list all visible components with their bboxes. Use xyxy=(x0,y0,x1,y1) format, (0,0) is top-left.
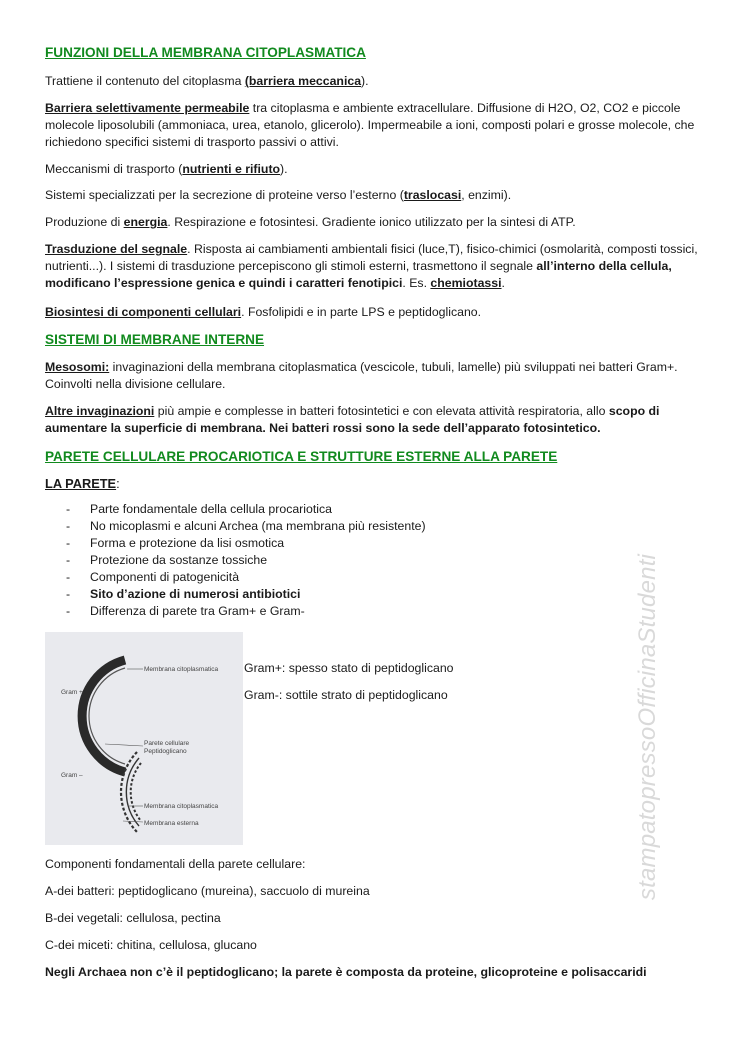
subtitle-suffix: : xyxy=(116,476,120,491)
text: , enzimi). xyxy=(461,188,512,202)
gram-negative-label: Gram – xyxy=(61,772,83,779)
keyword: Trasduzione del segnale xyxy=(45,242,188,256)
keyword: chemiotassi xyxy=(430,276,502,290)
subtitle-la-parete xyxy=(45,476,120,491)
list-dash: - xyxy=(66,553,71,567)
keyword: traslocasi xyxy=(403,188,462,202)
list-item xyxy=(66,569,426,586)
paragraph-barriera-selettiva xyxy=(45,100,705,151)
keyword: Biosintesi di componenti cellulari xyxy=(45,305,242,319)
paragraph-biosintesi xyxy=(45,304,705,321)
keyword: Barriera selettivamente permeabile xyxy=(45,101,250,115)
list-item-text: Protezione da sostanze tossiche xyxy=(90,553,268,567)
archaea-note: Negli Archaea non c’è il peptidoglicano; la parete è composta da proteine, glicoproteine e polisaccaridi xyxy=(45,965,647,979)
list-item xyxy=(66,586,426,603)
text: ). xyxy=(280,162,288,176)
keyword: Mesosomi: xyxy=(45,360,110,374)
section-title-membrana: FUNZIONI DELLA MEMBRANA CITOPLASMATICA xyxy=(45,45,366,60)
gram-negative-inner-membrane xyxy=(131,763,141,821)
parete-list xyxy=(66,501,426,620)
list-dash: - xyxy=(66,536,71,550)
gram-diagram xyxy=(45,632,243,845)
gram-negative-text: Gram-: sottile strato di peptidoglicano xyxy=(244,688,448,702)
list-item-text: Differenza di parete tra Gram+ e Gram- xyxy=(90,604,305,618)
text: Trattiene il contenuto del citoplasma xyxy=(45,74,245,88)
list-item-text: Forma e protezione da lisi osmotica xyxy=(90,536,285,550)
list-dash: - xyxy=(66,502,71,516)
text: più ampie e complesse in batteri fotosintetici e con elevata attività respiratoria, allo xyxy=(154,404,609,418)
label-wall: Parete cellulare xyxy=(144,740,190,747)
text: Produzione di xyxy=(45,215,124,229)
text: Sistemi specializzati per la secrezione di proteine verso l’esterno ( xyxy=(45,188,404,202)
label-membrane-top: Membrana citoplasmatica xyxy=(144,666,219,673)
paragraph-altre-invaginazioni xyxy=(45,403,705,437)
paragraph-energia xyxy=(45,214,705,231)
gram-positive-label: Gram + xyxy=(61,689,83,696)
gram-wall-figure xyxy=(45,632,243,845)
watermark-text: stampatopressoOfficinaStudenti xyxy=(634,553,661,901)
list-dash: - xyxy=(66,570,71,584)
list-dash: - xyxy=(66,587,71,601)
paragraph-mesosomi xyxy=(45,359,705,393)
components-title: Componenti fondamentali della parete cellulare: xyxy=(45,857,306,871)
label-wall-peptidoglycan: Peptidoglicano xyxy=(144,748,187,755)
paragraph-secrezione xyxy=(45,187,705,204)
keyword: nutrienti e rifiuto xyxy=(182,162,281,176)
text: . xyxy=(501,276,505,290)
gram-positive-text: Gram+: spesso stato di peptidoglicano xyxy=(244,661,454,675)
component-b: B-dei vegetali: cellulosa, pectina xyxy=(45,911,221,925)
list-item xyxy=(66,518,426,535)
list-item xyxy=(66,501,426,518)
text: ). xyxy=(361,74,369,88)
keyword: (barriera meccanica xyxy=(244,74,362,88)
list-item-text: Sito d’azione di numerosi antibiotici xyxy=(90,587,301,601)
leader-line xyxy=(105,744,143,746)
keyword: energia xyxy=(123,215,168,229)
text: tra citoplasma e ambiente extracellulare. Diffusione di H2O, O2, CO2 e piccole molecole liposolubili (ammoniaca, urea, etanolo, glicerolo). Impermeabile a ioni, composti polari e grosse molecole, che richiedono specifici sistemi di trasporto passivi o attivi. xyxy=(45,101,695,149)
text: . Fosfolipidi e in parte LPS e peptidoglicano. xyxy=(241,305,482,319)
text: . Risposta ai cambiamenti ambientali fisici (luce,T), fisico-chimici (osmolarità, composti tossici, nutrienti...). I sistemi di trasduzione percepiscono gli stimoli esterni, trasmettono il segnale xyxy=(45,242,698,273)
text: Meccanismi di trasporto ( xyxy=(45,162,183,176)
keyword: Altre invaginazioni xyxy=(45,404,155,418)
section-title-membrane-interne: SISTEMI DI MEMBRANE INTERNE xyxy=(45,332,265,347)
watermark xyxy=(634,536,661,918)
leader-line xyxy=(123,821,143,822)
list-dash: - xyxy=(66,519,71,533)
paragraph-barriera-meccanica xyxy=(45,73,705,90)
section-title-parete: PARETE CELLULARE PROCARIOTICA E STRUTTURE ESTERNE ALLA PARETE xyxy=(45,449,558,464)
label-membrane-bottom: Membrana citoplasmatica xyxy=(144,803,219,810)
text: . Respirazione e fotosintesi. Gradiente ionico utilizzato per la sintesi di ATP. xyxy=(167,215,576,229)
paragraph-trasporto xyxy=(45,161,705,178)
bold-text: scopo di aumentare la superficie di membrana. Nei batteri rossi sono la sede dell’apparato fotosintetico. xyxy=(45,404,660,435)
list-dash: - xyxy=(66,604,71,618)
text: invaginazioni della membrana citoplasmatica (vescicole, tubuli, lamelle) più sviluppati nei batteri Gram+. Coinvolti nella divisione cellulare. xyxy=(45,360,678,391)
bold-text: all’interno della cellula, modificano l’espressione genica e quindi i caratteri fenotipici xyxy=(45,259,672,290)
component-c: C-dei miceti: chitina, cellulosa, glucano xyxy=(45,938,257,952)
list-item xyxy=(66,603,426,620)
component-a: A-dei batteri: peptidoglicano (mureina), saccuolo di mureina xyxy=(45,884,370,898)
label-outer-membrane: Membrana esterna xyxy=(144,820,199,827)
list-item-text: No micoplasmi e alcuni Archea (ma membrana più resistente) xyxy=(90,519,426,533)
list-item-text: Parte fondamentale della cellula procariotica xyxy=(90,502,332,516)
subtitle-text: LA PARETE xyxy=(45,476,117,491)
list-item xyxy=(66,535,426,552)
text: . Es. xyxy=(402,276,431,290)
list-item xyxy=(66,552,426,569)
paragraph-trasduzione xyxy=(45,241,705,292)
list-item-text: Componenti di patogenicità xyxy=(90,570,240,584)
